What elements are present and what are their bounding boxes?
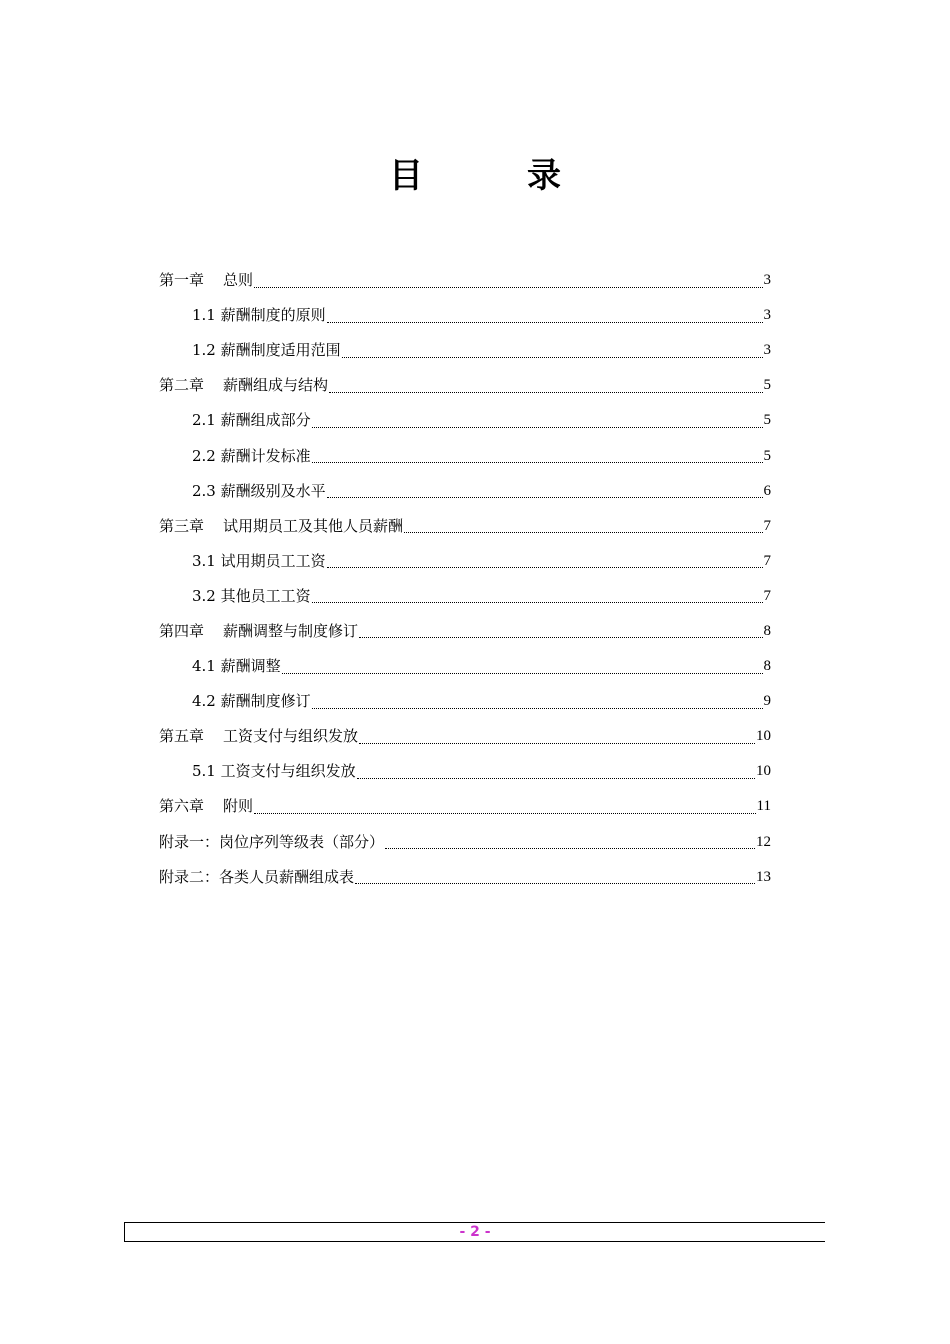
toc-entry-label (192, 764, 356, 779)
toc-entry-title: 5.1 工资支付与组织发放 (192, 762, 356, 781)
toc-entry-label (159, 832, 385, 851)
toc-dot-leader (404, 531, 762, 533)
toc-entry-title: 薪酬调整与制度修订 (223, 621, 359, 640)
toc-entry-title: 2.2 薪酬计发标准 (192, 446, 311, 465)
toc-entry-title: 2.1 薪酬组成部分 (192, 411, 311, 430)
toc-page-number: 8 (763, 622, 771, 639)
toc-page-number: 10 (756, 763, 771, 780)
title-char-2: 录 (527, 156, 561, 196)
toc-entry-title: 1.2 薪酬制度适用范围 (192, 341, 341, 360)
toc-entry-title: 附录二：各类人员薪酬组成表 (159, 867, 355, 886)
toc-entry-title: 3.2 其他员工工资 (192, 586, 311, 605)
toc-entry[interactable] (159, 263, 771, 298)
toc-dot-leader (385, 847, 755, 849)
toc-page-number: 9 (763, 693, 771, 710)
toc-page-number: 7 (763, 587, 771, 604)
toc-page-number: 7 (763, 552, 771, 569)
footer-page-number: - 2 - (459, 1224, 491, 1240)
toc-entry-label (192, 659, 281, 674)
toc-entry-label (192, 343, 341, 358)
toc-chapter-number: 第三章 (159, 516, 205, 535)
toc-dot-leader (327, 566, 763, 568)
toc-entry-label (192, 551, 326, 570)
toc-entry[interactable] (159, 860, 771, 895)
toc-entry[interactable] (159, 789, 771, 824)
toc-dot-leader (254, 812, 756, 814)
toc-dot-leader (359, 742, 755, 744)
toc-page-number: 6 (763, 482, 771, 499)
toc-entry-title: 3.1 试用期员工工资 (192, 551, 326, 570)
toc-entry-label (159, 799, 253, 814)
toc-entry-label (159, 867, 355, 886)
toc-dot-leader (312, 601, 763, 603)
toc-dot-leader (327, 496, 763, 498)
toc-dot-leader (355, 882, 755, 884)
toc-chapter-number: 第六章 (159, 797, 205, 816)
toc-page-number: 5 (763, 412, 771, 429)
toc-entry-label (192, 481, 326, 500)
toc-entry[interactable] (159, 298, 771, 333)
toc-page-number: 7 (763, 517, 771, 534)
toc-entry-label (192, 308, 326, 323)
toc-entry-label (159, 621, 359, 640)
toc-dot-leader (329, 391, 762, 393)
toc-page-number: 8 (763, 658, 771, 675)
toc-entry[interactable] (159, 368, 771, 403)
toc-dot-leader (357, 777, 755, 779)
toc-entry-title: 4.2 薪酬制度修订 (192, 692, 311, 711)
toc-dot-leader (327, 321, 763, 323)
toc-page-number: 5 (763, 377, 771, 394)
toc-entry[interactable] (159, 614, 771, 649)
toc-dot-leader (342, 356, 763, 358)
toc-entry[interactable] (159, 825, 771, 860)
toc-page-number: 5 (763, 447, 771, 464)
toc-entry[interactable] (159, 509, 771, 544)
toc-entry[interactable] (159, 684, 771, 719)
title-char-1: 目 (389, 156, 423, 196)
toc-entry-title: 2.3 薪酬级别及水平 (192, 481, 326, 500)
toc-entry-title: 4.1 薪酬调整 (192, 657, 281, 676)
toc-dot-leader (282, 672, 763, 674)
toc-entry[interactable] (159, 719, 771, 754)
toc-entry-label (192, 413, 311, 428)
toc-entry-label (192, 694, 311, 709)
toc-entry[interactable] (159, 544, 771, 579)
toc-entry-label (192, 446, 311, 465)
table-of-contents (159, 263, 771, 895)
toc-entry-label (159, 378, 328, 393)
toc-entry-label (192, 586, 311, 605)
toc-entry-title: 试用期员工及其他人员薪酬 (223, 516, 404, 535)
toc-page-number: 3 (763, 342, 771, 359)
toc-entry[interactable] (159, 474, 771, 509)
toc-page-number: 11 (756, 798, 771, 815)
toc-entry-title: 1.1 薪酬制度的原则 (192, 306, 326, 325)
toc-page-number: 3 (763, 272, 771, 289)
toc-entry[interactable] (159, 754, 771, 789)
toc-entry-title: 附录一：岗位序列等级表（部分） (159, 832, 385, 851)
toc-page-number: 10 (756, 728, 771, 745)
toc-dot-leader (312, 707, 763, 709)
toc-page-number: 3 (763, 307, 771, 324)
toc-dot-leader (312, 461, 763, 463)
toc-entry[interactable] (159, 579, 771, 614)
toc-chapter-number: 第五章 (159, 727, 205, 746)
toc-dot-leader (254, 286, 762, 288)
toc-entry-title: 薪酬组成与结构 (223, 376, 329, 395)
toc-entry-label (159, 273, 253, 288)
toc-entry[interactable] (159, 403, 771, 438)
toc-dot-leader (312, 426, 763, 428)
toc-chapter-number: 第二章 (159, 376, 205, 395)
toc-page-number: 13 (756, 868, 771, 885)
toc-dot-leader (359, 636, 762, 638)
toc-entry-title: 附则 (223, 797, 254, 816)
toc-entry[interactable] (159, 333, 771, 368)
toc-entry-title: 总则 (223, 271, 254, 290)
page-title (0, 148, 950, 197)
toc-entry-label (159, 516, 404, 535)
toc-entry[interactable] (159, 438, 771, 473)
toc-chapter-number: 第一章 (159, 271, 205, 290)
toc-chapter-number: 第四章 (159, 621, 205, 640)
toc-entry[interactable] (159, 649, 771, 684)
toc-entry-title: 工资支付与组织发放 (223, 727, 359, 746)
toc-page-number: 12 (756, 833, 771, 850)
toc-entry-label (159, 729, 358, 744)
